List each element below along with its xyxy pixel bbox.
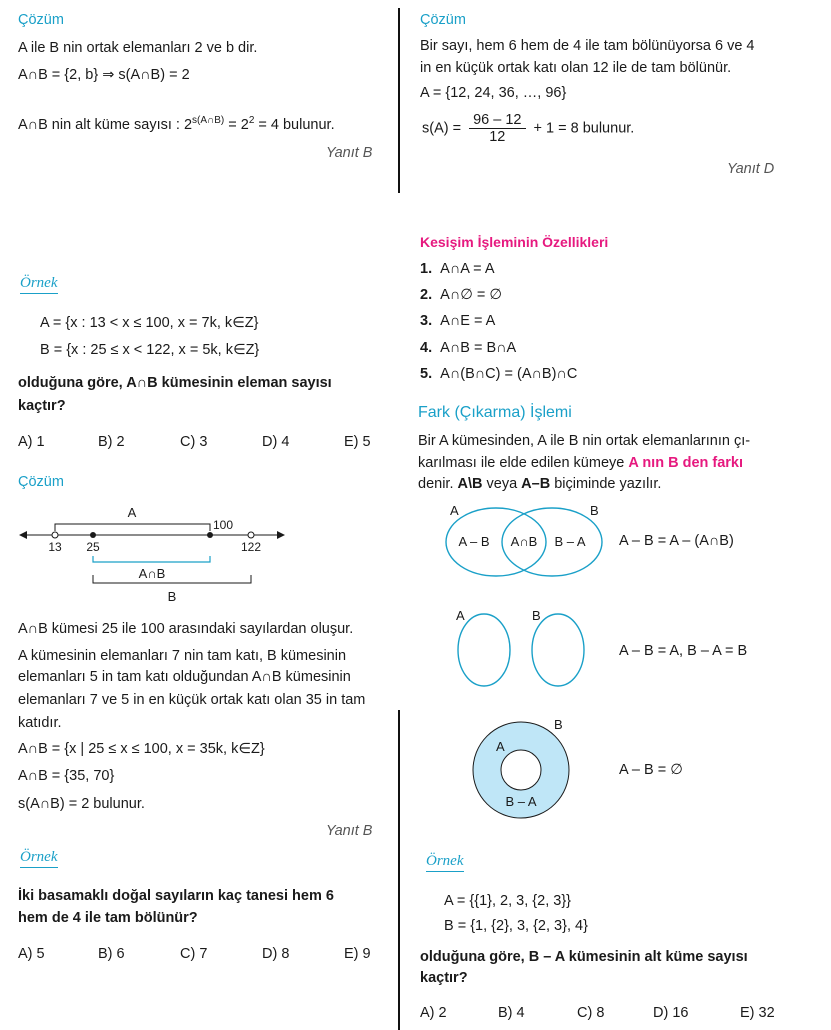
label-a: A	[450, 503, 459, 518]
set-a-definition: A = {{1}, 2, 3, {2, 3}}	[444, 893, 572, 909]
property-item	[420, 366, 577, 382]
property-text: A∩B = B∩A	[440, 340, 517, 356]
tick-13: 13	[48, 540, 62, 554]
option-e: E) 9	[344, 946, 371, 962]
count-formula	[422, 112, 634, 145]
fraction	[469, 112, 525, 145]
definition-text: karılması ile elde edilen kümeye	[418, 455, 629, 471]
point-25-closed	[90, 532, 96, 538]
property-item	[420, 261, 495, 277]
solution-heading: Çözüm	[420, 12, 466, 28]
answer-label: Yanıt B	[326, 145, 373, 161]
label-a: A	[456, 608, 465, 623]
option-a: A) 2	[420, 1005, 447, 1021]
region-b-minus-a: B – A	[505, 794, 537, 809]
formula-exponent: 2	[248, 115, 255, 126]
formula-text: + 1 = 8 bulunur.	[533, 120, 635, 137]
label-b: B	[590, 503, 599, 518]
solution-line: A∩B kümesi 25 ile 100 arasındaki sayılardan oluşur.	[18, 621, 354, 637]
set-b-definition: B = {x : 25 ≤ x < 122, x = 5k, k∈Z}	[40, 342, 260, 358]
difference-heading: Fark (Çıkarma) İşlemi	[418, 404, 572, 421]
set-b-definition: B = {1, {2}, 3, {2, 3}, 4}	[444, 918, 588, 934]
label-b: B	[167, 589, 177, 604]
option-b: B) 2	[98, 434, 125, 450]
property-item	[420, 313, 495, 329]
definition-text: biçiminde yazılır.	[550, 476, 662, 492]
region-b-minus-a: B – A	[554, 534, 586, 549]
property-number: 4.	[420, 340, 433, 356]
set-a-circle	[501, 750, 541, 790]
definition-highlight: A nın B den farkı	[628, 455, 744, 471]
option-e: E) 32	[740, 1005, 775, 1021]
option-e: E) 5	[344, 434, 371, 450]
definition-text: veya	[482, 476, 522, 492]
venn-diagram-disjoint	[450, 603, 600, 693]
option-c: C) 8	[577, 1005, 605, 1021]
property-text: A∩(B∩C) = (A∩B)∩C	[440, 366, 578, 382]
solution-line: Bir sayı, hem 6 hem de 4 ile tam bölünüyorsa 6 ve 4	[420, 38, 755, 54]
solution-line: A∩B = {35, 70}	[18, 768, 115, 784]
definition-line	[418, 476, 661, 492]
difference-formula: A – B = A, B – A = B	[619, 643, 748, 659]
solution-line: A ile B nin ortak elemanları 2 ve b dir.	[18, 40, 258, 56]
properties-heading: Kesişim İşleminin Özellikleri	[420, 234, 609, 250]
formula-exponent: s(A∩B)	[192, 115, 225, 126]
venn-diagram-subset	[466, 712, 576, 822]
definition-text: denir.	[418, 476, 458, 492]
question-text: olduğuna göre, A∩B kümesinin eleman sayısı	[18, 375, 332, 391]
definition-line	[418, 455, 743, 471]
solution-heading: Çözüm	[18, 12, 64, 28]
property-number: 1.	[420, 261, 433, 277]
question-text: kaçtır?	[420, 970, 468, 986]
option-c: C) 3	[180, 434, 208, 450]
property-item	[420, 287, 502, 303]
point-13-open	[52, 532, 58, 538]
notation-a-minus-b: A–B	[521, 476, 551, 492]
answer-label: Yanıt B	[326, 823, 373, 839]
solution-line: elemanları 7 ve 5 in en küçük ortak katı olan 35 in tam	[18, 692, 366, 708]
solution-line: in en küçük ortak katı olan 12 ile de tam bölünür.	[420, 60, 732, 76]
tick-25: 25	[86, 540, 100, 554]
point-122-open	[248, 532, 254, 538]
solution-line: A∩B = {2, b} ⇒ s(A∩B) = 2	[18, 67, 190, 83]
point-100-closed	[207, 532, 213, 538]
option-a: A) 5	[18, 946, 45, 962]
formula-text: = 2	[224, 116, 249, 133]
label-intersection: A∩B	[138, 566, 166, 581]
option-a: A) 1	[18, 434, 45, 450]
answer-label: Yanıt D	[727, 161, 775, 177]
solution-line: katıdır.	[18, 715, 62, 731]
solution-line: A kümesinin elemanları 7 nin tam katı, B kümesinin	[18, 648, 347, 664]
set-a-ellipse	[458, 614, 510, 686]
arrow-left-icon	[19, 531, 27, 539]
solution-line: A∩B = {x | 25 ≤ x ≤ 100, x = 35k, k∈Z}	[18, 741, 265, 757]
label-b: B	[532, 608, 541, 623]
option-c: C) 7	[180, 946, 208, 962]
tick-100: 100	[212, 518, 234, 532]
question-text: kaçtır?	[18, 398, 66, 414]
property-text: A∩∅ = ∅	[440, 287, 503, 303]
formula-text: A∩B nin alt küme sayısı : 2	[18, 116, 193, 133]
label-b: B	[554, 717, 563, 732]
example-heading: Örnek	[20, 275, 58, 294]
set-b-ellipse	[532, 614, 584, 686]
region-intersection: A∩B	[510, 534, 538, 549]
number-line-diagram	[15, 500, 290, 610]
set-a-definition: A = {x : 13 < x ≤ 100, x = 7k, k∈Z}	[40, 315, 259, 331]
tick-122: 122	[240, 540, 262, 554]
property-text: A∩A = A	[440, 261, 495, 277]
label-a: A	[127, 505, 137, 520]
venn-diagram-overlap	[436, 500, 616, 582]
property-item	[420, 340, 516, 356]
formula-text: s(A) =	[422, 120, 462, 137]
option-d: D) 8	[262, 946, 290, 962]
property-number: 3.	[420, 313, 433, 329]
solution-line: A = {12, 24, 36, …, 96}	[420, 85, 567, 101]
brace-b	[93, 575, 251, 583]
question-text: olduğuna göre, B – A kümesinin alt küme sayısı	[420, 949, 748, 965]
brace-intersection	[93, 556, 210, 562]
solution-heading: Çözüm	[18, 474, 64, 490]
column-divider-top	[398, 8, 400, 193]
column-divider-bottom	[398, 710, 400, 1030]
difference-formula: A – B = A – (A∩B)	[619, 533, 734, 549]
formula-text: = 4 bulunur.	[254, 116, 335, 133]
brace-a	[55, 524, 210, 531]
solution-line: elemanları 5 in tam katı olduğundan A∩B kümesinin	[18, 669, 351, 685]
arrow-right-icon	[277, 531, 285, 539]
notation-a-backslash-b: A\B	[457, 476, 483, 492]
region-a-minus-b: A – B	[458, 534, 490, 549]
definition-line: Bir A kümesinden, A ile B nin ortak elemanlarının çı-	[418, 433, 751, 449]
property-text: A∩E = A	[440, 313, 496, 329]
example-heading: Örnek	[426, 853, 464, 872]
option-d: D) 16	[653, 1005, 689, 1021]
question-text: hem de 4 ile tam bölünür?	[18, 910, 198, 926]
example-heading: Örnek	[20, 849, 58, 868]
option-b: B) 6	[98, 946, 125, 962]
solution-line: s(A∩B) = 2 bulunur.	[18, 796, 145, 812]
question-text: İki basamaklı doğal sayıların kaç tanesi hem 6	[18, 888, 334, 904]
subset-count-formula	[18, 115, 335, 133]
option-d: D) 4	[262, 434, 290, 450]
fraction-numerator: 96 – 12	[469, 112, 525, 129]
option-b: B) 4	[498, 1005, 525, 1021]
property-number: 2.	[420, 287, 433, 303]
label-a: A	[496, 739, 505, 754]
fraction-denominator: 12	[489, 129, 506, 145]
difference-formula: A – B = ∅	[619, 762, 683, 778]
property-number: 5.	[420, 366, 433, 382]
